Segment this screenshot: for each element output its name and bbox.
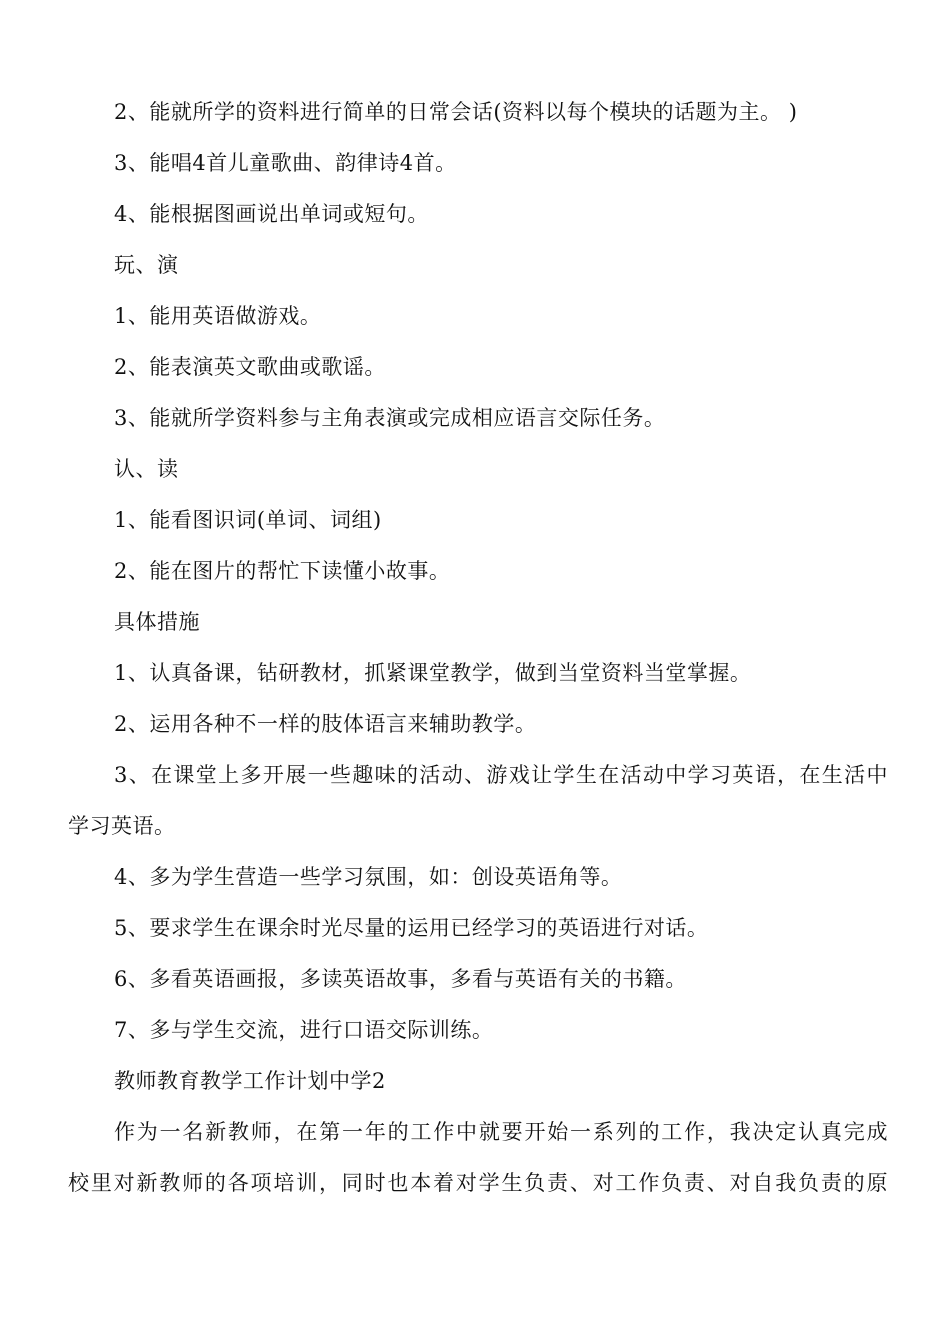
- text-line-15: 学习英语。: [68, 814, 176, 838]
- section-heading-play-act: 玩、演: [114, 253, 179, 277]
- text-line-16: 4、多为学生营造一些学习氛围，如：创设英语角等。: [114, 865, 623, 889]
- paragraph-line-2: 校里对新教师的各项培训，同时也本着对学生负责、对工作负责、对自我负责的原: [68, 1171, 888, 1195]
- text-line-12: 1、认真备课，钻研教材，抓紧课堂教学，做到当堂资料当堂掌握。: [114, 661, 752, 685]
- text-line-1: 2、能就所学的资料进行简单的日常会话(资料以每个模块的话题为主。 ): [114, 100, 798, 124]
- text-line-5: 1、能用英语做游戏。: [114, 304, 322, 328]
- text-line-19: 7、多与学生交流，进行口语交际训练。: [114, 1018, 494, 1042]
- text-line-7: 3、能就所学资料参与主角表演或完成相应语言交际任务。: [114, 406, 666, 430]
- text-line-9: 1、能看图识词(单词、词组): [114, 508, 382, 532]
- text-line-10: 2、能在图片的帮忙下读懂小故事。: [114, 559, 451, 583]
- text-line-13: 2、运用各种不一样的肢体语言来辅助教学。: [114, 712, 537, 736]
- document-subtitle: 教师教育教学工作计划中学2: [114, 1069, 386, 1093]
- text-line-18: 6、多看英语画报，多读英语故事，多看与英语有关的书籍。: [114, 967, 687, 991]
- text-line-3: 4、能根据图画说出单词或短句。: [114, 202, 429, 226]
- text-line-6: 2、能表演英文歌曲或歌谣。: [114, 355, 386, 379]
- text-line-2: 3、能唱4首儿童歌曲、韵律诗4首。: [114, 151, 457, 175]
- section-heading-measures: 具体措施: [114, 610, 200, 634]
- section-heading-recognize-read: 认、读: [114, 457, 179, 481]
- text-line-17: 5、要求学生在课余时光尽量的运用已经学习的英语进行对话。: [114, 916, 709, 940]
- text-line-14: 3、在课堂上多开展一些趣味的活动、游戏让学生在活动中学习英语，在生活中: [114, 763, 888, 787]
- paragraph-line-1: 作为一名新教师，在第一年的工作中就要开始一系列的工作，我决定认真完成: [114, 1120, 888, 1144]
